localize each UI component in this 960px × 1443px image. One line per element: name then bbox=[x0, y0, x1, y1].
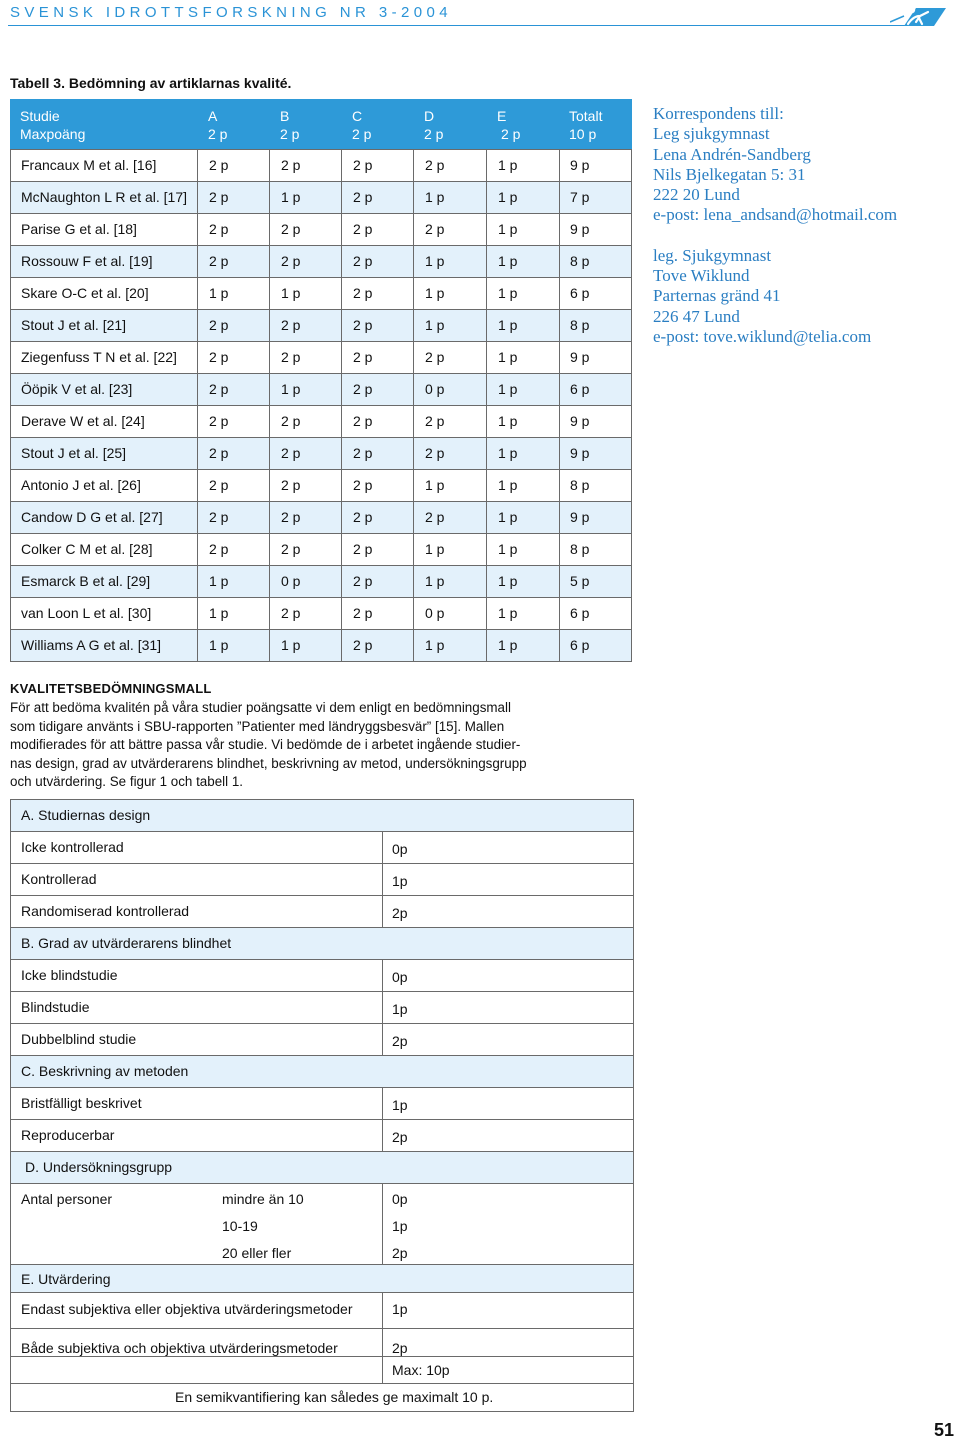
study-name-cell: Esmarck B et al. [29] bbox=[21, 573, 151, 589]
template-group-score: 2p bbox=[392, 1245, 408, 1261]
score-cell: 2 p bbox=[353, 509, 373, 525]
score-cell: 1 p bbox=[498, 253, 518, 269]
score-cell: 2 p bbox=[353, 189, 373, 205]
study-name-cell: Stout J et al. [21] bbox=[21, 317, 127, 333]
header-cell-a: A 2 p bbox=[208, 108, 228, 142]
score-cell: 2 p bbox=[425, 157, 445, 173]
table-row bbox=[10, 438, 632, 470]
score-cell: 1 p bbox=[209, 285, 229, 301]
table-row bbox=[10, 214, 632, 246]
total-score-cell: 6 p bbox=[570, 285, 590, 301]
score-cell: 1 p bbox=[498, 317, 518, 333]
score-cell: 1 p bbox=[281, 285, 301, 301]
correspondence-block-2 bbox=[653, 246, 953, 347]
template-item-score: 2p bbox=[392, 1340, 408, 1356]
score-cell: 2 p bbox=[353, 317, 373, 333]
score-cell: 2 p bbox=[353, 253, 373, 269]
score-cell: 1 p bbox=[498, 189, 518, 205]
score-cell: 1 p bbox=[498, 573, 518, 589]
template-item-label: Endast subjektiva eller objektiva utvärderingsmetoder bbox=[21, 1301, 353, 1317]
score-cell: 1 p bbox=[425, 637, 445, 653]
table-row bbox=[10, 630, 632, 662]
template-item-label: Kontrollerad bbox=[21, 871, 97, 887]
score-cell: 2 p bbox=[209, 541, 229, 557]
score-cell: 2 p bbox=[353, 541, 373, 557]
table-row bbox=[10, 566, 632, 598]
score-cell: 2 p bbox=[425, 413, 445, 429]
score-cell: 1 p bbox=[209, 605, 229, 621]
journal-logo-icon bbox=[890, 2, 954, 34]
template-item-score: 1p bbox=[392, 1097, 408, 1113]
correspondence-email: e-post: lena_andsand@hotmail.com bbox=[653, 205, 898, 225]
total-score-cell: 9 p bbox=[570, 349, 590, 365]
template-section-row bbox=[11, 1151, 633, 1183]
score-cell: 2 p bbox=[209, 381, 229, 397]
body-line: nas design, grad av utvärderarens blindhet, beskrivning av metod, undersökningsgrupp bbox=[10, 755, 527, 771]
template-item-label: Reproducerbar bbox=[21, 1127, 115, 1143]
score-cell: 2 p bbox=[281, 157, 301, 173]
total-score-cell: 8 p bbox=[570, 253, 590, 269]
table-row bbox=[10, 598, 632, 630]
score-cell: 2 p bbox=[353, 605, 373, 621]
score-cell: 2 p bbox=[353, 637, 373, 653]
correspondence-line: Tove Wiklund bbox=[653, 266, 750, 286]
total-score-cell: 5 p bbox=[570, 573, 590, 589]
study-name-cell: Parise G et al. [18] bbox=[21, 221, 137, 237]
template-item-label: Bristfälligt beskrivet bbox=[21, 1095, 142, 1111]
header-cell-b: B 2 p bbox=[280, 108, 300, 142]
assessment-template-table bbox=[10, 799, 634, 1412]
correspondence-line: 222 20 Lund bbox=[653, 185, 740, 205]
score-cell: 2 p bbox=[353, 381, 373, 397]
template-item-score: 1p bbox=[392, 873, 408, 889]
correspondence-email: e-post: tove.wiklund@telia.com bbox=[653, 326, 872, 346]
table-caption: Tabell 3. Bedömning av artiklarnas kvalité. bbox=[10, 75, 292, 91]
body-line: För att bedöma kvalitén på våra studier poängsatte vi dem enligt en bedömningsmall bbox=[10, 700, 511, 715]
score-cell: 2 p bbox=[353, 221, 373, 237]
table-row bbox=[10, 374, 632, 406]
score-cell: 2 p bbox=[425, 445, 445, 461]
template-item-row bbox=[11, 831, 633, 863]
score-cell: 2 p bbox=[209, 509, 229, 525]
header-cell-c: C 2 p bbox=[352, 108, 372, 142]
template-item-label: Blindstudie bbox=[21, 999, 90, 1015]
score-cell: 2 p bbox=[209, 349, 229, 365]
score-cell: 0 p bbox=[425, 381, 445, 397]
correspondence-block-1 bbox=[653, 104, 953, 226]
template-item-row bbox=[11, 1292, 633, 1328]
template-section-label: B. Grad av utvärderarens blindhet bbox=[21, 935, 232, 951]
template-section-row bbox=[11, 799, 633, 831]
table-row bbox=[10, 502, 632, 534]
score-cell: 2 p bbox=[425, 349, 445, 365]
table-row bbox=[10, 149, 632, 182]
study-name-cell: Ööpik V et al. [23] bbox=[21, 381, 133, 397]
total-score-cell: 8 p bbox=[570, 477, 590, 493]
table-row bbox=[10, 406, 632, 438]
correspondence-line: Lena Andrén-Sandberg bbox=[653, 144, 811, 164]
score-cell: 2 p bbox=[425, 221, 445, 237]
template-max-row bbox=[11, 1356, 633, 1383]
study-name-cell: Candow D G et al. [27] bbox=[21, 509, 163, 525]
template-max-score: Max: 10p bbox=[392, 1362, 450, 1378]
score-cell: 2 p bbox=[281, 541, 301, 557]
study-name-cell: Antonio J et al. [26] bbox=[21, 477, 141, 493]
score-cell: 0 p bbox=[281, 573, 301, 589]
score-cell: 2 p bbox=[281, 477, 301, 493]
score-cell: 1 p bbox=[425, 189, 445, 205]
total-score-cell: 7 p bbox=[570, 189, 590, 205]
body-line: modifierades för att bättre passa vår studie. Vi bedömde de i arbetet ingående studier- bbox=[10, 737, 521, 753]
study-name-cell: Derave W et al. [24] bbox=[21, 413, 145, 429]
header-cell-total: Totalt 10 p bbox=[569, 108, 603, 142]
score-cell: 1 p bbox=[498, 285, 518, 301]
score-cell: 1 p bbox=[498, 413, 518, 429]
assessment-template-sections bbox=[11, 799, 633, 1183]
total-score-cell: 9 p bbox=[570, 221, 590, 237]
study-name-cell: Colker C M et al. [28] bbox=[21, 541, 153, 557]
body-line: som tidigare använts i SBU-rapporten ”Patienter med ländryggsbesvär” [15]. Mallen bbox=[10, 718, 505, 734]
score-cell: 1 p bbox=[498, 509, 518, 525]
template-item-score: 0p bbox=[392, 841, 408, 857]
template-item-label: Icke blindstudie bbox=[21, 967, 118, 983]
template-group-score: 1p bbox=[392, 1218, 408, 1234]
score-cell: 1 p bbox=[498, 381, 518, 397]
template-group-label: Antal personer bbox=[21, 1191, 113, 1207]
table-row bbox=[10, 470, 632, 502]
score-cell: 1 p bbox=[498, 157, 518, 173]
template-section-label: D. Undersökningsgrupp bbox=[25, 1159, 173, 1175]
total-score-cell: 6 p bbox=[570, 381, 590, 397]
study-name-cell: Ziegenfuss T N et al. [22] bbox=[21, 349, 177, 365]
correspondence-line: Parternas gränd 41 bbox=[653, 286, 781, 306]
template-item-label: Randomiserad kontrollerad bbox=[21, 903, 190, 919]
template-section-label: C. Beskrivning av metoden bbox=[21, 1063, 189, 1079]
template-item-score: 2p bbox=[392, 1033, 408, 1049]
score-cell: 1 p bbox=[498, 605, 518, 621]
correspondence-line: Leg sjukgymnast bbox=[653, 124, 770, 144]
score-cell: 1 p bbox=[425, 573, 445, 589]
score-cell: 2 p bbox=[209, 189, 229, 205]
score-cell: 1 p bbox=[498, 541, 518, 557]
score-cell: 1 p bbox=[425, 317, 445, 333]
score-cell: 2 p bbox=[353, 413, 373, 429]
score-cell: 2 p bbox=[353, 477, 373, 493]
total-score-cell: 9 p bbox=[570, 445, 590, 461]
score-cell: 2 p bbox=[209, 317, 229, 333]
score-cell: 1 p bbox=[425, 285, 445, 301]
table-row bbox=[10, 534, 632, 566]
table-row bbox=[10, 310, 632, 342]
template-group-score: 0p bbox=[392, 1191, 408, 1207]
template-item-score: 1p bbox=[392, 1301, 408, 1317]
total-score-cell: 9 p bbox=[570, 509, 590, 525]
template-note-row bbox=[11, 1383, 633, 1411]
score-cell: 2 p bbox=[281, 349, 301, 365]
score-cell: 2 p bbox=[353, 285, 373, 301]
score-cell: 1 p bbox=[498, 349, 518, 365]
table-row bbox=[10, 182, 632, 214]
template-section-label: E. Utvärdering bbox=[21, 1271, 111, 1287]
template-note: En semikvantifiering kan således ge maximalt 10 p. bbox=[175, 1389, 494, 1405]
quality-table-body bbox=[10, 149, 632, 662]
study-name-cell: McNaughton L R et al. [17] bbox=[21, 189, 188, 205]
section-body bbox=[10, 699, 570, 792]
template-group-option: mindre än 10 bbox=[222, 1191, 304, 1207]
score-cell: 1 p bbox=[498, 221, 518, 237]
correspondence-heading: Korrespondens till: bbox=[653, 104, 784, 123]
template-section-row bbox=[11, 1264, 633, 1292]
study-name-cell: van Loon L et al. [30] bbox=[21, 605, 152, 621]
correspondence-line: 226 47 Lund bbox=[653, 306, 740, 326]
template-group-option: 10-19 bbox=[222, 1218, 258, 1234]
correspondence-line: Nils Bjelkegatan 5: 31 bbox=[653, 164, 806, 184]
section-title: KVALITETSBEDÖMNINGSMALL bbox=[10, 681, 212, 696]
study-name-cell: Stout J et al. [25] bbox=[21, 445, 127, 461]
quality-table bbox=[10, 99, 632, 662]
template-item-row bbox=[11, 991, 633, 1023]
score-cell: 0 p bbox=[425, 605, 445, 621]
body-line: och utvärdering. Se figur 1 och tabell 1. bbox=[10, 774, 243, 790]
header-cell-study: Studie Maxpoäng bbox=[20, 108, 86, 142]
template-item-score: 0p bbox=[392, 969, 408, 985]
template-item-row bbox=[11, 863, 633, 895]
score-cell: 2 p bbox=[209, 445, 229, 461]
quality-table-header bbox=[10, 99, 632, 149]
score-cell: 2 p bbox=[281, 221, 301, 237]
score-cell: 2 p bbox=[353, 157, 373, 173]
template-item-label: Både subjektiva och objektiva utvärderingsmetoder bbox=[21, 1340, 338, 1356]
total-score-cell: 9 p bbox=[570, 157, 590, 173]
study-name-cell: Francaux M et al. [16] bbox=[21, 157, 157, 173]
correspondence-line: leg. Sjukgymnast bbox=[653, 245, 772, 265]
score-cell: 2 p bbox=[209, 157, 229, 173]
table-row bbox=[10, 246, 632, 278]
header-rule bbox=[8, 25, 908, 26]
template-section-label: A. Studiernas design bbox=[21, 807, 151, 823]
table-row bbox=[10, 278, 632, 310]
score-cell: 1 p bbox=[281, 381, 301, 397]
template-group-option: 20 eller fler bbox=[222, 1245, 292, 1261]
template-item-score: 1p bbox=[392, 1001, 408, 1017]
score-cell: 2 p bbox=[353, 349, 373, 365]
score-cell: 2 p bbox=[281, 445, 301, 461]
score-cell: 1 p bbox=[209, 573, 229, 589]
template-item-row bbox=[11, 1023, 633, 1055]
score-cell: 1 p bbox=[425, 541, 445, 557]
total-score-cell: 6 p bbox=[570, 605, 590, 621]
template-item-row bbox=[11, 1119, 633, 1151]
score-cell: 1 p bbox=[281, 637, 301, 653]
study-name-cell: Skare O-C et al. [20] bbox=[21, 285, 149, 301]
study-name-cell: Williams A G et al. [31] bbox=[21, 637, 162, 653]
score-cell: 2 p bbox=[281, 605, 301, 621]
score-cell: 2 p bbox=[281, 317, 301, 333]
table-row bbox=[10, 342, 632, 374]
template-item-label: Dubbelblind studie bbox=[21, 1031, 137, 1047]
total-score-cell: 9 p bbox=[570, 413, 590, 429]
score-cell: 2 p bbox=[281, 413, 301, 429]
score-cell: 2 p bbox=[209, 413, 229, 429]
score-cell: 1 p bbox=[281, 189, 301, 205]
total-score-cell: 8 p bbox=[570, 541, 590, 557]
score-cell: 2 p bbox=[209, 477, 229, 493]
study-name-cell: Rossouw F et al. [19] bbox=[21, 253, 153, 269]
template-item-row bbox=[11, 1087, 633, 1119]
score-cell: 2 p bbox=[209, 221, 229, 237]
template-item-row bbox=[11, 1328, 633, 1356]
header-cell-e: E 2 p bbox=[497, 108, 521, 142]
template-group-row bbox=[11, 1183, 633, 1264]
header-cell-d: D 2 p bbox=[424, 108, 444, 142]
score-cell: 1 p bbox=[425, 477, 445, 493]
score-cell: 2 p bbox=[281, 509, 301, 525]
total-score-cell: 6 p bbox=[570, 637, 590, 653]
score-cell: 2 p bbox=[281, 253, 301, 269]
score-cell: 1 p bbox=[209, 637, 229, 653]
template-item-row bbox=[11, 895, 633, 927]
score-cell: 1 p bbox=[498, 637, 518, 653]
score-cell: 2 p bbox=[209, 253, 229, 269]
score-cell: 1 p bbox=[498, 445, 518, 461]
score-cell: 2 p bbox=[353, 445, 373, 461]
template-section-row bbox=[11, 927, 633, 959]
template-section-row bbox=[11, 1055, 633, 1087]
template-item-row bbox=[11, 959, 633, 991]
score-cell: 2 p bbox=[353, 573, 373, 589]
template-item-score: 2p bbox=[392, 905, 408, 921]
template-item-score: 2p bbox=[392, 1129, 408, 1145]
correspondence-box bbox=[653, 104, 953, 347]
total-score-cell: 8 p bbox=[570, 317, 590, 333]
page-number: 51 bbox=[934, 1420, 955, 1440]
score-cell: 2 p bbox=[425, 509, 445, 525]
score-cell: 1 p bbox=[425, 253, 445, 269]
score-cell: 1 p bbox=[498, 477, 518, 493]
template-item-label: Icke kontrollerad bbox=[21, 839, 124, 855]
journal-header: SVENSK IDROTTSFORSKNING NR 3-2004 bbox=[10, 4, 452, 21]
